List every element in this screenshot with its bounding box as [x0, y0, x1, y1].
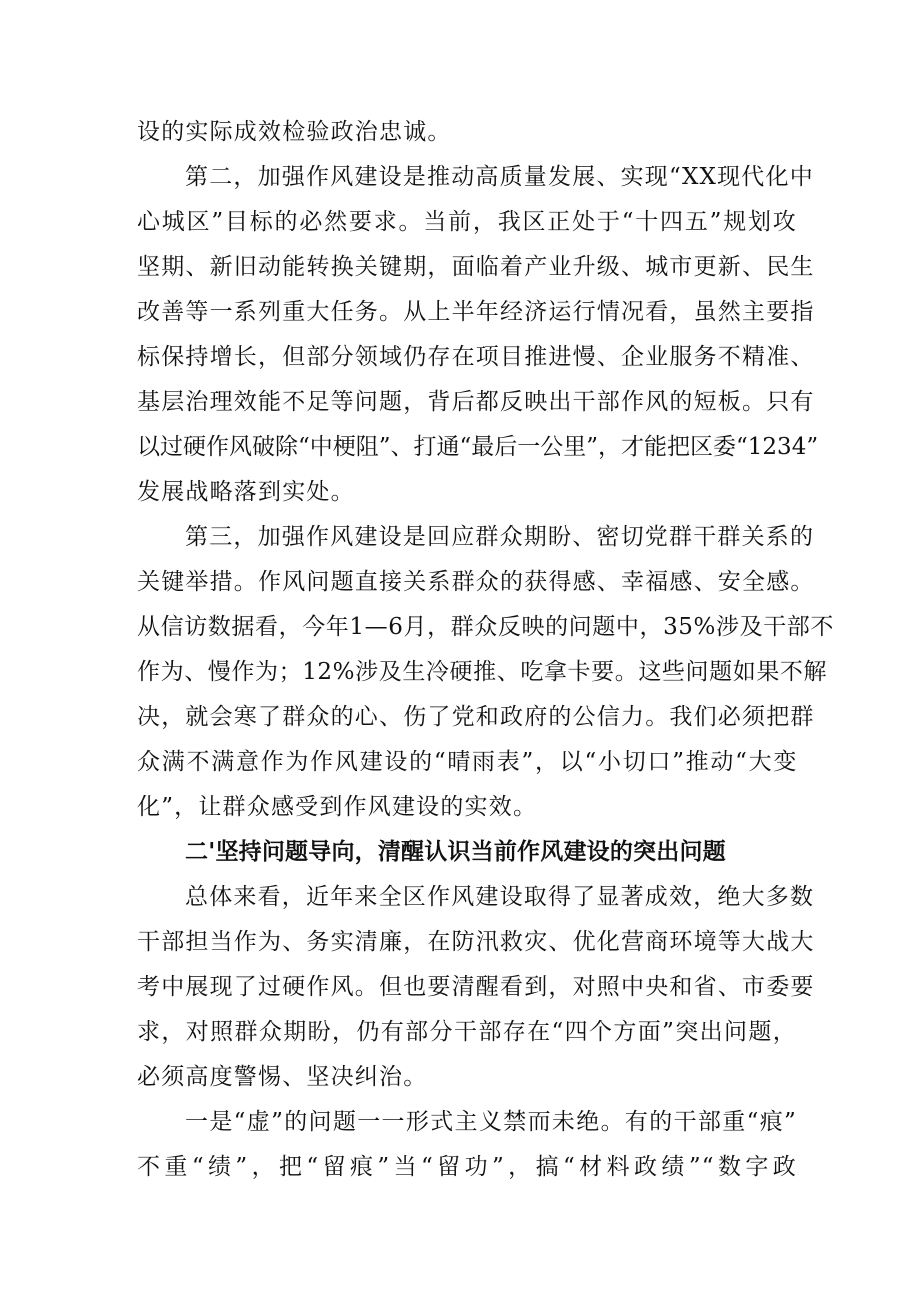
paragraph-line: 关键举措。作风问题直接关系群众的获得感、幸福感、安全感。 — [137, 569, 815, 595]
paragraph-line: 第二，加强作风建设是推动高质量发展、实现“XX现代化中 — [185, 164, 814, 190]
paragraph-line: 作为、慢作为；12%涉及生冷硬推、吃拿卡要。这些问题如果不解 — [137, 659, 828, 685]
paragraph-line: 必须高度警惕、坚决纠治。 — [137, 1064, 428, 1090]
paragraph-line: 设的实际成效检验政治忠诚。 — [137, 119, 452, 145]
paragraph-line: 化”，让群众感受到作风建设的实效。 — [137, 794, 538, 820]
paragraph-line: 一是“虚”的问题一一形式主义禁而未绝。有的干部重“痕” — [185, 1109, 797, 1135]
paragraph-line: 求，对照群众期盼，仍有部分干部存在“四个方面”突出问题， — [137, 1019, 797, 1045]
paragraph-line: 心城区”目标的必然要求。当前，我区正处于“十四五”规划攻 — [137, 209, 797, 235]
paragraph-line: 标保持增长，但部分领域仍存在项目推进慢、企业服务不精准、 — [137, 344, 815, 370]
paragraph-line: 不重“绩”，把“留痕”当“留功”，搞“材料政绩”“数字政 — [137, 1154, 797, 1180]
paragraph-line: 从信访数据看，今年1—6月，群众反映的问题中，35%涉及干部不 — [137, 614, 834, 640]
paragraph-line: 基层治理效能不足等问题，背后都反映出干部作风的短板。只有 — [137, 389, 815, 415]
paragraph-line: 发展战略落到实处。 — [137, 479, 355, 505]
paragraph-line: 考中展现了过硬作风。但也要清醒看到，对照中央和省、市委要 — [137, 974, 815, 1000]
paragraph-line: 坚期、新旧动能转换关键期，面临着产业升级、城市更新、民生 — [137, 254, 815, 280]
section-heading: 二'坚持问题导向，清醒认识当前作风建设的突出问题 — [185, 839, 726, 865]
paragraph-line: 众满不满意作为作风建设的“晴雨表”，以“小切口”推动“大变 — [137, 749, 797, 775]
paragraph-line: 总体来看，近年来全区作风建设取得了显著成效，绝大多数 — [185, 884, 815, 910]
paragraph-line: 干部担当作为、务实清廉，在防汛救灾、优化营商环境等大战大 — [137, 929, 815, 955]
paragraph-line: 改善等一系列重大任务。从上半年经济运行情况看，虽然主要指 — [137, 299, 815, 325]
paragraph-line: 第三，加强作风建设是回应群众期盼、密切党群干群关系的 — [185, 524, 815, 550]
paragraph-line: 决，就会寒了群众的心、伤了党和政府的公信力。我们必须把群 — [137, 704, 815, 730]
paragraph-line: 以过硬作风破除“中梗阻”、打通“最后一公里”，才能把区委“1234” — [137, 434, 819, 460]
